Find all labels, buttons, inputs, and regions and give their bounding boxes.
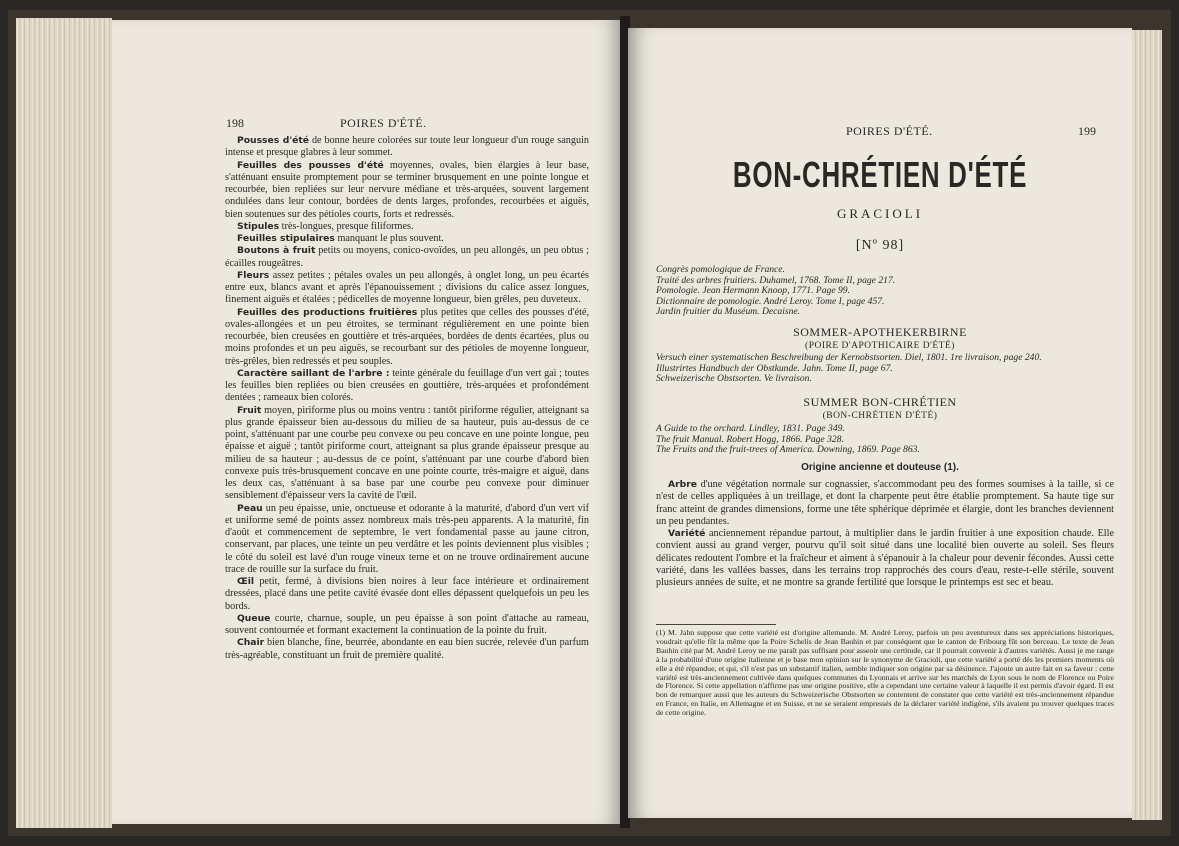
synonym-subheading: (POIRE D'APOTHICAIRE D'ÉTÉ) bbox=[805, 341, 955, 351]
origin-heading: Origine ancienne et douteuse (1). bbox=[801, 462, 959, 473]
running-head: POIRES D'ÉTÉ. bbox=[340, 116, 427, 130]
paragraph-text: petits ou moyens, conico-ovoïdes, un peu allongés, un peu obtus ; écailles rougeâtres. bbox=[225, 245, 590, 269]
footnote: (1) M. Jahn suppose que cette variété est d'origine allemande. M. André Leroy, parfois un peu aventureux dans ses appréciations historiques, voudrait qu'elle fût la même que la Poire Schelis de Jean Bauhin et par conséquent que le canton de Fribourg fût son berceau. Le texte de Jean Bauhin cité par M. André Leroy ne me paraît pas suffisant pour asseoir une certitude, car il pourrait convenir à d'autres variétés. Aussi je me range à la probabilité d'une origine italienne et je base mon opinion sur le synonyme de Gracioli, que cette variété a porté dès les premiers moments où elle a été répandue, et qui, s'il n'est pas un substantif italien, semble indiquer son origine par sa désinence. J'ajoute un autre fait en sa faveur : cette variété est très-anciennement cultivée dans quelques communes du Lyonnais et arrive sur les marchés de Lyon sous le nom de Florence ou Poire de Florence. Si cette appellation n'affirme pas une origine positive, elle a cependant une certaine valeur à laquelle il est permis d'avoir égard. Il est bon de remarquer aussi que les auteurs du Schweizerische Obstsorten se contentent de constater que cette variété est très-anciennement répandue en France, en Italie, en Allemagne et en Suisse, et ne se seraient empressés de la déclarer variété indigène, s'ils avaient pu trouver quelques traces de cette origine. bbox=[656, 628, 1114, 718]
paragraph-text: assez petites ; pétales ovales un peu allongés, à onglet long, un peu écartés entre eux, blancs avant et après l'épanouissement ; divisions du calice assez longues, finement aiguës et étalées ; pédicelles de moyenne longueur, bien grêles, peu duveteux. bbox=[225, 269, 589, 306]
paragraph-lead: Stipules bbox=[237, 220, 280, 232]
reference-item: Versuch einer systematischen Beschreibung der Kernobstsorten. Diel, 1801. 1re livraison, page 240. bbox=[656, 352, 1042, 363]
left-page-edges bbox=[16, 18, 112, 828]
paragraph-text: un peu épaisse, unie, onctueuse et odorante à la maturité, d'abord d'un vert vif et uniforme semé de points assez nombreux mais très-peu apparents. A la maturité, fin d'août et commencement de septembre, le vert fondamental passe au jaune citron, conservant, par places, une teinte un peu verdâtre et les points deviennent plus visibles ; le côté du soleil est lavé d'un rouge vineux terne et on ne trouve ordinairement aucune trace de rouille sur la surface du fruit. bbox=[225, 502, 589, 575]
reference-item: Jardin fruitier du Muséum. Decaisne. bbox=[656, 306, 801, 318]
left-page bbox=[112, 20, 622, 824]
paragraph-lead: Variété bbox=[668, 528, 706, 539]
paragraph-text: courte, charnue, souple, un peu épaisse à son point d'attache au rameau, souvent contournée et formant exactement la continuation de la pointe du fruit. bbox=[225, 612, 589, 636]
paragraph bbox=[225, 270, 589, 307]
reference-item: A Guide to the orchard. Lindley, 1831. Page 349. bbox=[656, 423, 845, 434]
paragraph bbox=[656, 528, 1114, 589]
synonym-heading: SOMMER-APOTHEKERBIRNE bbox=[793, 325, 967, 339]
paragraph bbox=[225, 613, 589, 638]
reference-list bbox=[656, 265, 1112, 318]
page-number: 198 bbox=[226, 116, 244, 130]
right-page-body bbox=[656, 479, 1114, 589]
paragraph bbox=[656, 479, 1114, 528]
paragraph-lead: Feuilles stipulaires bbox=[237, 233, 335, 244]
paragraph-text: très-longues, presque filiformes. bbox=[279, 220, 414, 232]
paragraph bbox=[225, 135, 589, 160]
paragraph bbox=[225, 637, 589, 662]
paragraph-text: d'une végétation normale sur cognassier, s'accommodant peu des formes soumises à la taille, si ce n'est de celles appliquées à un treillage, et dont la charpente peut être établie promptement. Sa haute tige sur franc atteint de grandes dimensions, forme une tête sphérique déprimée et élargie, dont les branches deviennent un peu pendantes. bbox=[656, 479, 1114, 527]
reference-list bbox=[656, 353, 1112, 385]
paragraph-lead: Queue bbox=[237, 612, 271, 624]
paragraph bbox=[225, 245, 589, 270]
paragraph-lead: Arbre bbox=[668, 479, 697, 490]
reference-item: Illustrirtes Handbuch der Obstkunde. Jahn. Tome II, page 67. bbox=[656, 362, 893, 374]
reference-item: The Fruits and the fruit-trees of America. Downing, 1869. Page 863. bbox=[656, 444, 920, 456]
paragraph bbox=[225, 160, 589, 221]
paragraph-text: teinte générale du feuillage d'un vert gai ; toutes les feuilles bien repliées ou bien creusées en gouttière, très-arquées et profondément dentées ; rameaux bien colorés. bbox=[225, 367, 590, 404]
paragraph-text: petit, fermé, à divisions bien noires à leur face intérieure et ordinairement dressées, placé dans une petite cavité évasée dont elles dépassent quelquefois un peu les bords. bbox=[225, 576, 589, 612]
reference-item: Dictionnaire de pomologie. André Leroy. Tome I, page 457. bbox=[656, 295, 885, 307]
footnote-rule bbox=[656, 624, 776, 625]
reference-item: The fruit Manual. Robert Hogg, 1866. Page 328. bbox=[656, 433, 844, 445]
paragraph-lead: Pousses d'été bbox=[237, 135, 310, 146]
paragraph bbox=[225, 221, 589, 233]
paragraph-text: de bonne heure colorées sur toute leur longueur d'un rouge sanguin intense et presque glabres à leur sommet. bbox=[225, 135, 589, 159]
reference-item: Schweizerische Obstsorten. Ve livraison. bbox=[656, 373, 812, 385]
variety-title: BON-CHRÉTIEN D'ÉTÉ bbox=[732, 154, 1028, 195]
paragraph-lead: Peau bbox=[237, 502, 263, 514]
reference-list bbox=[656, 424, 1112, 456]
paragraph bbox=[225, 503, 589, 577]
paragraph bbox=[225, 405, 589, 503]
paragraph bbox=[225, 576, 589, 613]
variety-subtitle: GRACIOLI bbox=[836, 206, 924, 221]
synonym-heading: SUMMER BON-CHRÉTIEN bbox=[803, 395, 957, 409]
right-page-edges bbox=[1132, 30, 1162, 820]
reference-item: Congrès pomologique de France. bbox=[656, 264, 785, 275]
paragraph-lead: Œil bbox=[237, 576, 255, 587]
paragraph bbox=[225, 368, 589, 405]
paragraph-lead: Feuilles des productions fruitières bbox=[237, 306, 418, 318]
paragraph-text: plus petites que celles des pousses d'été, ovales-allongées et un peu étroites, se terminant régulièrement en une pointe bien recourbée, bien creusées en gouttière et très-arquées, bordées de dents écartées, plus ou moins profondes et un peu aiguës, se recourbant sur des pétioles de moyenne longueur, très-grêles, bien redressés et peu souples. bbox=[225, 306, 589, 367]
left-page-body bbox=[225, 135, 589, 662]
reference-item: Pomologie. Jean Hermann Knoop, 1771. Page 99. bbox=[656, 285, 850, 297]
paragraph-lead: Boutons à fruit bbox=[237, 245, 316, 257]
paragraph-text: moyennes, ovales, bien élargies à leur base, s'atténuant ensuite promptement pour se terminer brusquement en une pointe longue et recourbée, bien repliées sur leur nervure médiane et très-arquées, souvent largement ondulées dans leur contour, bordées de dents larges, profondes, recourbées et aiguës, bien soutenues sur des pétioles courts, forts et redressés. bbox=[225, 159, 589, 220]
paragraph-text: manquant le plus souvent. bbox=[334, 233, 444, 244]
paragraph-text: anciennement répandue partout, à multiplier dans le jardin fruitier à une exposition chaude. Elle convient aussi au grand verger, pourvu qu'il soit situé dans une localité bien ouverte au soleil. Ses fleurs délicates redoutent l'ombre et la fraîcheur et aiment à s'épanouir à la chaleur pour devenir fécondes. Aussi cette variété, dans les vallées basses, dans les terrains trop rapprochés des cours d'eau, reste-t-elle stérile, souvent plusieurs années de suite, et ne montre sa grande fertilité que lorsque le printemps est sec et beau. bbox=[656, 528, 1114, 588]
paragraph-text: moyen, piriforme plus ou moins ventru : tantôt piriforme régulier, atteignant sa plus grande épaisseur bien au-dessous du milieu de sa hauteur, puis au-dessus de ce point, s'atténuant par une courbe peu convexe ou peu concave en une pointe longue, peu épaisse et aiguë ; tantôt piriforme court, atteignant sa plus grande épaisseur presque au milieu de sa hauteur ; au-dessus de ce point, s'atténuant par une courbe d'abord bien convexe puis très-brusquement concave en une pointe courte, très-maigre et aiguë, dans les deux cas, s'atténuant à sa base par une courbe peu convexe pour diminuer sensiblement d'épaisseur vers la cavité de l'œil. bbox=[225, 404, 589, 502]
running-head: POIRES D'ÉTÉ. bbox=[846, 124, 933, 138]
paragraph-text: bien blanche, fine, beurrée, abondante en eau bien sucrée, relevée d'un parfum très-agréable, constituant un fruit de première qualité. bbox=[225, 637, 589, 661]
paragraph bbox=[225, 307, 589, 368]
variety-number: [Nº 98] bbox=[855, 238, 905, 253]
paragraph-lead: Chair bbox=[237, 637, 265, 649]
synonym-subheading: (BON-CHRÉTIEN D'ÉTÉ) bbox=[822, 411, 938, 421]
paragraph-lead: Caractère saillant de l'arbre : bbox=[237, 367, 390, 379]
page-number: 199 bbox=[1078, 124, 1096, 138]
paragraph bbox=[225, 233, 589, 245]
right-page bbox=[628, 28, 1132, 818]
reference-item: Traité des arbres fruitiers. Duhamel, 1768. Tome II, page 217. bbox=[656, 274, 896, 286]
paragraph-lead: Fleurs bbox=[237, 269, 270, 281]
paragraph-lead: Feuilles des pousses d'été bbox=[237, 159, 384, 171]
paragraph-lead: Fruit bbox=[237, 404, 262, 416]
